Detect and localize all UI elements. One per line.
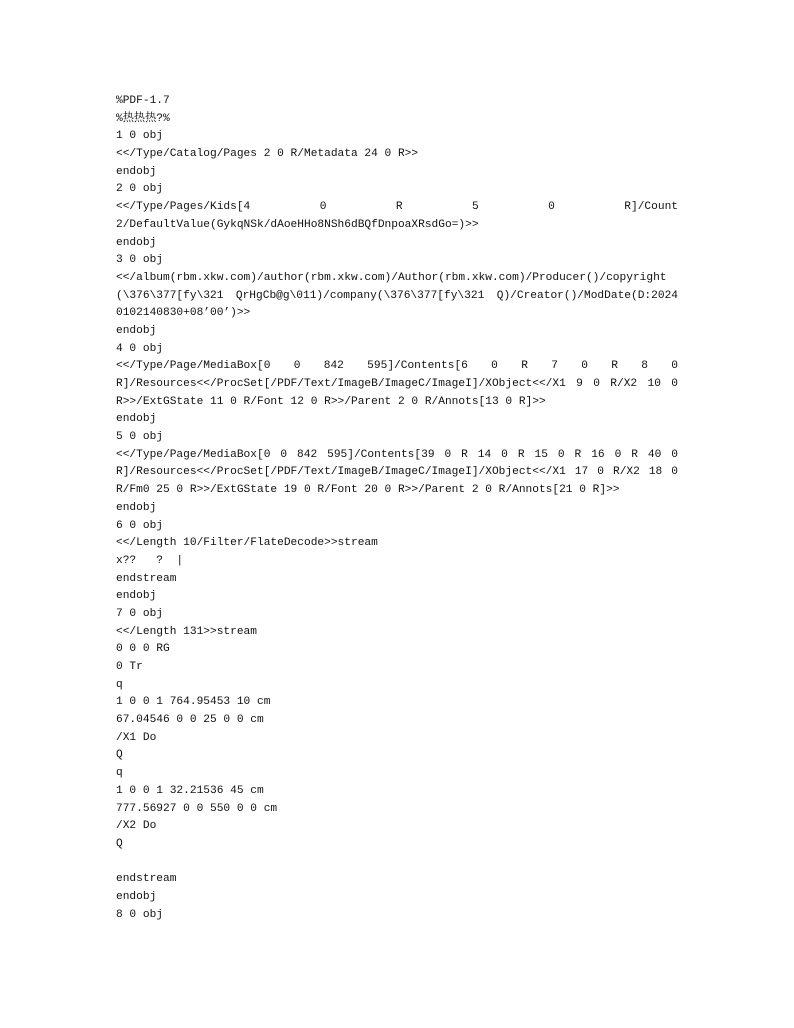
pdf-line: 1 0 0 1 32.21536 45 cm	[116, 784, 264, 797]
pdf-line: q	[116, 678, 123, 691]
pdf-line: Q	[116, 749, 123, 762]
pdf-line: x?? ? |	[116, 554, 184, 567]
pdf-line: endobj	[116, 236, 157, 249]
pdf-line: endstream	[116, 873, 177, 886]
pdf-line: 1 0 0 1 764.95453 10 cm	[116, 696, 271, 709]
pdf-line: (\376\377[fy\321 QrHgCb@g\011)/company(\376\377[fy\321 Q)/Creator()/ModDate(D:2024	[116, 289, 678, 302]
pdf-line: /X1 Do	[116, 731, 157, 744]
pdf-line: %热热热?%	[116, 112, 170, 125]
pdf-line: 6 0 obj	[116, 519, 163, 532]
pdf-line: <</Type/Page/MediaBox[0 0 842 595]/Contents[6 0 R 7 0 R 8 0	[116, 360, 678, 373]
document-text	[116, 93, 678, 924]
pdf-line: 67.04546 0 0 25 0 0 cm	[116, 714, 264, 727]
pdf-line: %PDF-1.7	[116, 95, 170, 107]
pdf-line: 3 0 obj	[116, 254, 163, 267]
pdf-line: 0102140830+08’00’)>>	[116, 307, 251, 320]
pdf-line: endobj	[116, 590, 157, 603]
pdf-line: 5 0 obj	[116, 431, 163, 444]
pdf-line: endobj	[116, 413, 157, 426]
pdf-line: R]/Resources<</ProcSet[/PDF/Text/ImageB/ImageC/ImageI]/XObject<</X1 17 0 R/X2 18 0	[116, 466, 678, 479]
pdf-line: 2 0 obj	[116, 183, 163, 196]
pdf-line: <</Type/Page/MediaBox[0 0 842 595]/Contents[39 0 R 14 0 R 15 0 R 16 0 R 40 0	[116, 448, 678, 461]
pdf-line: R]/Resources<</ProcSet[/PDF/Text/ImageB/ImageC/ImageI]/XObject<</X1 9 0 R/X2 10 0	[116, 378, 678, 390]
pdf-line: endobj	[116, 501, 157, 514]
pdf-line: <</Type/Pages/Kids[4 0 R 5 0 R]/Count	[116, 201, 678, 214]
pdf-line: q	[116, 767, 123, 780]
pdf-line: Q	[116, 837, 123, 850]
pdf-line: R>>/ExtGState 11 0 R/Font 12 0 R>>/Parent 2 0 R/Annots[13 0 R]>>	[116, 395, 546, 408]
pdf-line: <</Type/Catalog/Pages 2 0 R/Metadata 24 0 R>>	[116, 148, 419, 161]
pdf-line: 8 0 obj	[116, 908, 163, 921]
pdf-line: endobj	[116, 890, 157, 903]
pdf-line: endobj	[116, 165, 157, 178]
pdf-line: 7 0 obj	[116, 607, 163, 620]
pdf-line: 4 0 obj	[116, 342, 163, 355]
pdf-line: R/Fm0 25 0 R>>/ExtGState 19 0 R/Font 20 0 R>>/Parent 2 0 R/Annots[21 0 R]>>	[116, 484, 620, 497]
pdf-line: 0 0 0 RG	[116, 643, 170, 656]
pdf-line: <</Length 131>>stream	[116, 625, 257, 638]
pdf-line: <</album(rbm.xkw.com)/author(rbm.xkw.com)/Author(rbm.xkw.com)/Producer()/copyright	[116, 271, 667, 284]
pdf-line: endstream	[116, 572, 177, 585]
pdf-line: endobj	[116, 324, 157, 337]
blank-line	[116, 854, 678, 872]
pdf-line: 777.56927 0 0 550 0 0 cm	[116, 802, 278, 815]
pdf-line: 2/DefaultValue(GykqNSk/dAoeHHo8NSh6dBQfDnpoaXRsdGo=)>>	[116, 218, 479, 231]
pdf-line: /X2 Do	[116, 820, 157, 833]
pdf-line: 1 0 obj	[116, 130, 163, 143]
pdf-line: 0 Tr	[116, 661, 143, 673]
pdf-line: <</Length 10/Filter/FlateDecode>>stream	[116, 537, 378, 550]
